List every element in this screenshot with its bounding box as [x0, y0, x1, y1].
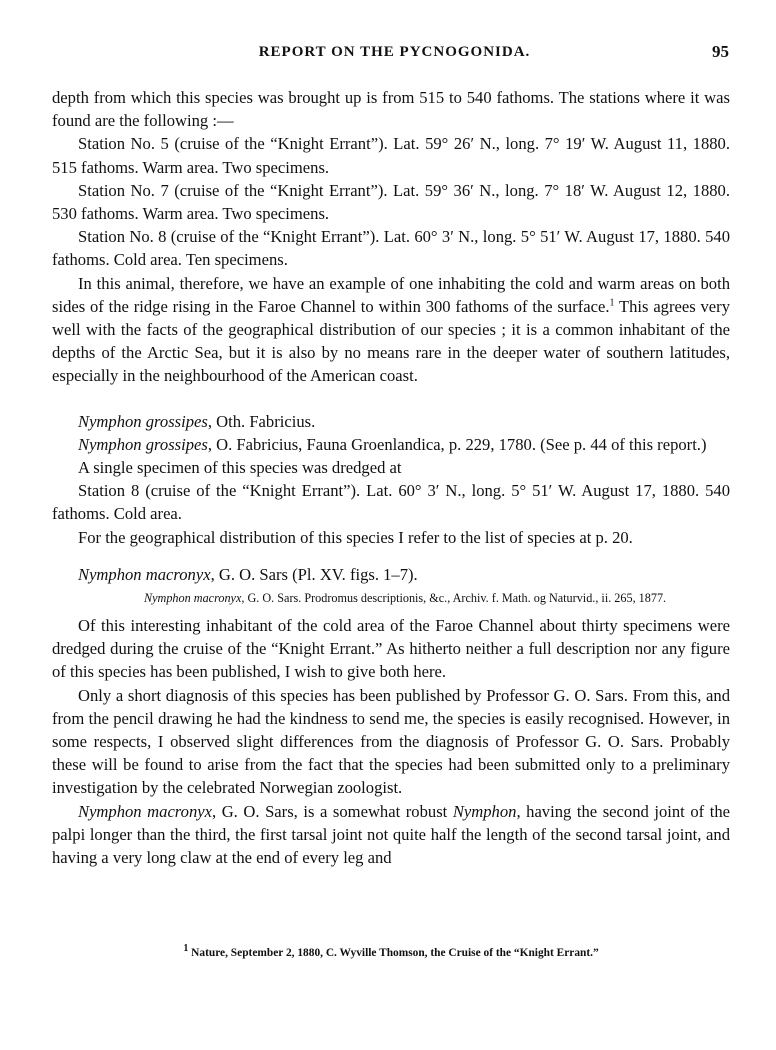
species-name: Nymphon macronyx: [78, 564, 211, 584]
reference-species-name: Nymphon macronyx: [144, 591, 242, 606]
synonym-citation: , O. Fabricius, Fauna Groenlandica, p. 229, 1780. (See p. 44 of this report.): [207, 434, 707, 454]
paragraph-depth: depth from which this species was brought up is from 515 to 540 fathoms. The stations where it was found are the following :—: [52, 88, 730, 131]
paragraph-geographical-reference: For the geographical distribution of this species I refer to the list of species at p. 20.: [78, 527, 633, 547]
synonymy-grossipes: [52, 433, 730, 456]
description-text: , G. O. Sars, is a somewhat robust: [211, 801, 453, 821]
species-authority: , G. O. Sars (Pl. XV. figs. 1–7).: [210, 564, 418, 584]
station-entry-8: Station No. 8 (cruise of the “Knight Errant”). Lat. 60° 3′ N., long. 5° 51′ W. August 17, 1880. 540 fathoms. Cold area. Ten specimens.: [52, 227, 730, 270]
footnote-text: Nature, September 2, 1880, C. Wyville Thomson, the Cruise of the “Knight Errant.”: [188, 947, 599, 959]
species-heading-macronyx: [52, 563, 730, 586]
page-number: 95: [712, 42, 729, 61]
running-title: REPORT ON THE PYCNOGONIDA.: [258, 44, 531, 60]
station-entry-5: Station No. 5 (cruise of the “Knight Errant”). Lat. 59° 26′ N., long. 7° 19′ W. August 11, 1880. 515 fathoms. Warm area. Two specimens.: [52, 134, 730, 177]
main-text: [52, 86, 730, 869]
literature-reference: [144, 590, 730, 606]
species-name: Nymphon grossipes: [78, 411, 208, 431]
species-name: Nymphon macronyx: [78, 801, 212, 821]
paragraph-macronyx-description: [52, 800, 730, 870]
paragraph-distribution-continued: This agrees very well with the facts of the geographical distribution of our species ; it is a common inhabitant of the depths of the Arctic Sea, but it is also by no means rare in the deeper water of southern latitudes, especially in the neighbourhood of the American coast.: [52, 296, 730, 386]
running-header: [60, 44, 729, 68]
species-heading-grossipes: [52, 410, 730, 433]
paragraph-single-specimen: A single specimen of this species was dredged at: [78, 458, 402, 478]
station-entry-7: Station No. 7 (cruise of the “Knight Errant”). Lat. 59° 36′ N., long. 7° 18′ W. August 12, 1880. 530 fathoms. Warm area. Two specimens.: [52, 180, 730, 224]
footnote-marker: 1: [183, 943, 189, 955]
species-authority: , Oth. Fabricius.: [207, 411, 316, 431]
reference-citation: , G. O. Sars. Prodromus descriptionis, &c., Archiv. f. Math. og Naturvid., ii. 265, 1877.: [241, 591, 667, 606]
paragraph-distribution-text: In this animal, therefore, we have an example of one inhabiting the cold and warm areas on both sides of the ridge rising in the Faroe Channel to within 300 fathoms of the surface.: [52, 273, 730, 316]
paragraph-macronyx-diagnosis: Only a short diagnosis of this species has been published by Professor G. O. Sars. From this, and from the pencil drawing he had the kindness to send me, the species is easily recognised. However, in some respects, I observed slight differences from the diagnosis of Professor G. O. Sars. Probably these will be found to arise from the fact that the species had been submitted only to a preliminary investigation by the celebrated Norwegian zoologist.: [52, 685, 730, 798]
description-text-continued: , having the second joint of the palpi longer than the third, the first tarsal joint not quite half the length of the second tarsal joint, and having a very long claw at the end of every leg and: [52, 801, 730, 868]
footnote-reference: 1: [609, 297, 615, 309]
synonym-name: Nymphon grossipes: [78, 434, 208, 454]
paragraph-distribution: [52, 272, 730, 388]
footnote: [52, 943, 730, 959]
genus-name: Nymphon: [452, 801, 517, 821]
paragraph-macronyx-intro: Of this interesting inhabitant of the cold area of the Faroe Channel about thirty specimens were dredged during the cruise of the “Knight Errant.” As hitherto neither a full description nor any figure of this species has been published, I wish to give both here.: [52, 616, 730, 682]
station-entry-8-grossipes: Station 8 (cruise of the “Knight Errant”). Lat. 60° 3′ N., long. 5° 51′ W. August 17, 1880. 540 fathoms. Cold area.: [52, 481, 730, 524]
